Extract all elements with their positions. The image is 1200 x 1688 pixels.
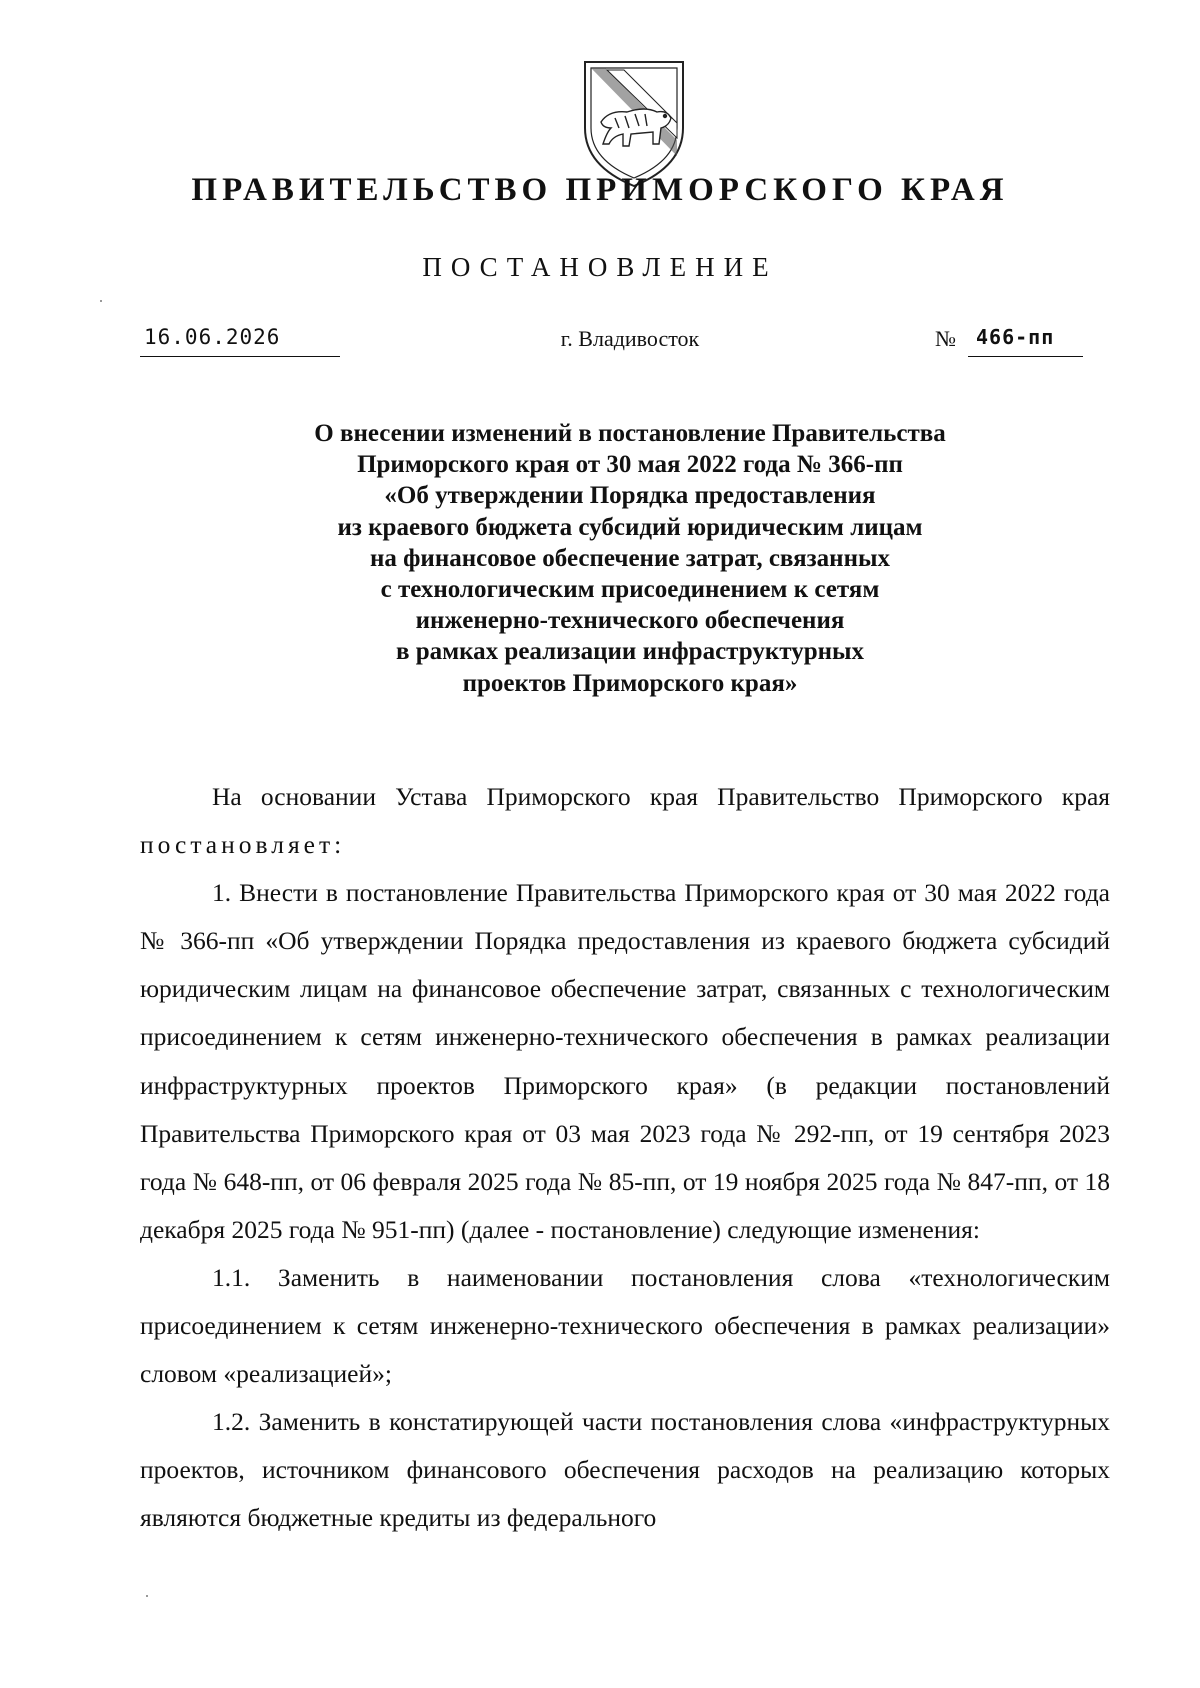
document-city: г. Владивосток: [560, 326, 700, 351]
scan-speck: [146, 1595, 148, 1597]
title-line: «Об утверждении Порядка предоставления: [384, 482, 876, 510]
title-line: инженерно-технического обеспечения: [415, 607, 845, 635]
item-1-1-paragraph: 1.1. Заменить в наименовании постановления слова «технологическим присоединением к сетям инженерно-технического обеспечения в рамках реализации» словом «реализацией»;: [140, 1262, 1110, 1389]
title-line: с технологическим присоединением к сетям: [380, 576, 880, 604]
title-line: на финансовое обеспечение затрат, связанных: [369, 544, 891, 572]
title-line: в рамках реализации инфраструктурных: [395, 638, 865, 666]
scan-speck: [100, 300, 102, 302]
title-line: О внесении изменений в постановление Правительства: [314, 420, 946, 447]
document-type: ПОСТАНОВЛЕНИЕ: [422, 252, 778, 282]
title-line: проектов Приморского края»: [462, 669, 798, 697]
coat-of-arms-icon: [579, 58, 689, 190]
document-title: [0, 418, 1200, 699]
number-label: №: [935, 326, 956, 351]
organization-name: ПРАВИТЕЛЬСТВО ПРИМОРСКОГО КРАЯ: [191, 172, 1009, 208]
title-line: Приморского края от 30 мая 2022 года № 366-пп: [357, 451, 903, 479]
item-1-paragraph: 1. Внести в постановление Правительства Приморского края от 30 мая 2022 года № 366-пп «Об утверждении Порядка предоставления из краевого бюджета субсидий юридическим лицам на финансовое обеспечение затрат, связанных с технологическим присоединением к сетям инженерно-технического обеспечения в рамках реализации инфраструктурных проектов Приморского края» (в редакции постановлений Правительства Приморского края от 03 мая 2023 года № 292-пп, от 19 сентября 2023 года № 648-пп, от 06 февраля 2025 года № 85-пп, от 19 ноября 2025 года № 847-пп, от 18 декабря 2025 года № 951-пп) (далее - постановление) следующие изменения:: [140, 878, 1110, 1244]
preamble-paragraph: [140, 773, 1110, 869]
item-1-2-paragraph: 1.2. Заменить в констатирующей части постановления слова «инфраструктурных проектов, источником финансового обеспечения расходов на реализацию которых являются бюджетные кредиты из федерального: [140, 1407, 1110, 1533]
preamble-text: На основании Устава Приморского края Правительство Приморского края: [212, 782, 1110, 811]
title-line: из краевого бюджета субсидий юридическим лицам: [337, 513, 923, 541]
document-body: [140, 773, 1110, 1543]
resolves-word: постановляет:: [140, 830, 346, 860]
document-date: 16.06.2026: [140, 325, 340, 357]
document-number: 466-пп: [968, 325, 1083, 357]
